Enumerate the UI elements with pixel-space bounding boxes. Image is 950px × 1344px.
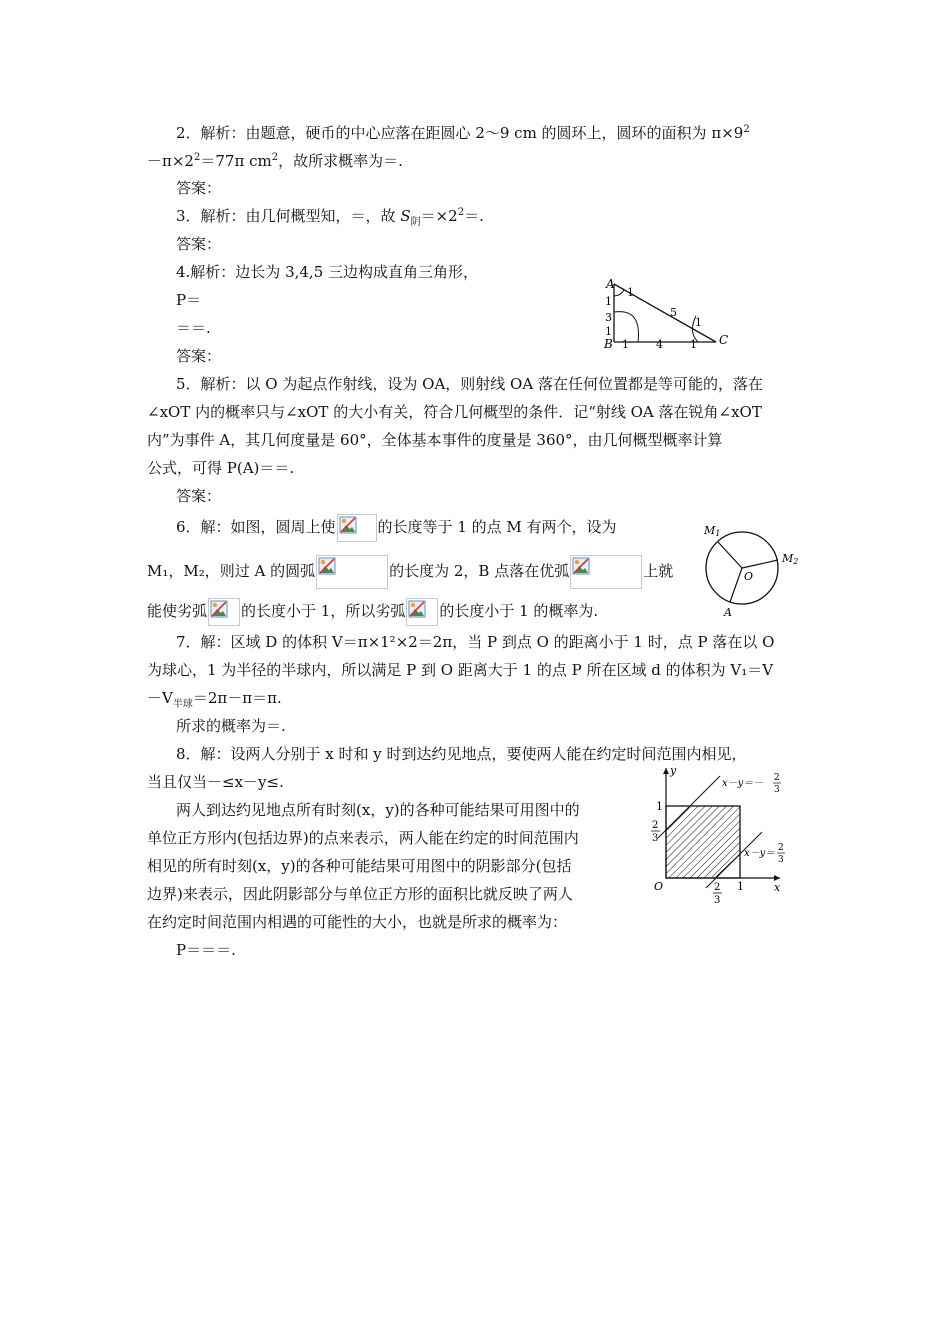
p2-line-2: $-\pi\times 2^2=77\pi$ $cm^2$，故所求概率为＝. bbox=[147, 152, 403, 170]
label-1-base-right: 1 bbox=[690, 338, 697, 351]
p6-line-1: 6．解：如图，圆周上使 的长度等于 1 的点 M 有两个，设为 bbox=[176, 513, 617, 542]
p6-line-3: 能使劣弧 的长度小于 1，所以劣弧 的长度小于 1 的概率为. bbox=[147, 597, 598, 626]
axis-x-label: x bbox=[774, 881, 781, 894]
right-triangle-figure bbox=[600, 276, 730, 352]
label-m2: M2 bbox=[782, 552, 799, 566]
p8-line-7: 在约定时间范围内相遇的可能性的大小，也就是所求的概率为： bbox=[147, 913, 568, 931]
label-1-left-top: 1 bbox=[605, 295, 612, 308]
p4-answer: 答案： bbox=[176, 347, 222, 365]
p8-line-3: 两人到达约见地点所有时刻(x，y)的各种可能结果可用图中的 bbox=[176, 801, 580, 819]
p8-line-6: 边界)来表示，因此阴影部分与单位正方形的面积比就反映了两人 bbox=[147, 885, 573, 903]
broken-image-icon bbox=[570, 555, 642, 589]
label-4-base: 4 bbox=[656, 338, 663, 351]
vertex-a: A bbox=[606, 277, 615, 291]
label-o: O bbox=[744, 570, 754, 583]
label-5-hyp: 5 bbox=[670, 306, 677, 319]
label-1-base-left: 1 bbox=[622, 338, 629, 351]
p8-line-4: 单位正方形内(包括边界)的点来表示，两人能在约定的时间范围内 bbox=[147, 829, 579, 847]
p5-line-2: ∠xOT 内的概率只与∠xOT 的大小有关，符合几何概型的条件．记“射线 OA 落在锐角∠xOT bbox=[147, 403, 762, 421]
p5-answer: 答案： bbox=[176, 487, 222, 505]
line-bottom-frac-den: 3 bbox=[778, 855, 784, 865]
p5-line-3: 内”为事件 A，其几何度量是 60°，全体基本事件的度量是 360°，由几何概型概率计算 bbox=[147, 431, 723, 449]
broken-image-icon bbox=[208, 598, 240, 626]
p3-line-1: 3．解析：由几何概型知，＝，故 $S_阴=\times 2^2=$. bbox=[176, 207, 484, 228]
p5-line-1: 5．解析：以 O 为起点作射线，设为 OA，则射线 OA 落在任何位置都是等可能的，落在 bbox=[176, 375, 763, 393]
x-tick-1: 1 bbox=[737, 880, 744, 893]
label-1-hyp-top: 1 bbox=[627, 286, 634, 299]
label-m1: M1 bbox=[704, 524, 721, 538]
broken-image-icon bbox=[337, 514, 377, 542]
line-top-label: x－y＝－ bbox=[722, 778, 764, 789]
p8-line-2: 当且仅当－≤x－y≤. bbox=[147, 773, 284, 791]
origin-label: O bbox=[654, 880, 664, 893]
broken-image-icon bbox=[316, 555, 388, 589]
p3-answer: 答案： bbox=[176, 235, 222, 253]
line-top-frac-num: 2 bbox=[774, 773, 780, 783]
p2-line-1: 2．解析：由题意，硬币的中心应落在距圆心 2～9 cm 的圆环上，圆环的面积为 $\pi\times 9^2$ bbox=[176, 124, 750, 142]
line-top-frac-den: 3 bbox=[774, 785, 780, 795]
axis-y-label: y bbox=[670, 764, 677, 777]
p5-line-4: 公式，可得 P(A)＝＝. bbox=[147, 459, 295, 477]
vertex-c: C bbox=[719, 333, 729, 347]
p4-line-1: 4.解析：边长为 3,4,5 三边构成直角三角形， bbox=[176, 263, 479, 281]
label-3-left: 3 bbox=[605, 311, 612, 324]
p7-line-3: $-V_{半球}=2\pi-\pi=\pi$. bbox=[147, 689, 282, 710]
vertex-b: B bbox=[604, 337, 613, 351]
p2-answer: 答案： bbox=[176, 179, 222, 197]
line-bottom-frac-num: 2 bbox=[778, 843, 784, 853]
y-tick-two-thirds-den: 3 bbox=[652, 833, 659, 844]
p4-line-3: ＝＝. bbox=[176, 319, 211, 337]
x-tick-two-thirds-num: 2 bbox=[714, 882, 721, 893]
label-1-left-bottom: 1 bbox=[605, 325, 612, 338]
p8-line-5: 相见的所有时刻(x，y)的各种可能结果可用图中的阴影部分(包括 bbox=[147, 857, 572, 875]
label-a: A bbox=[724, 606, 732, 619]
p6-line-2: M₁，M₂，则过 A 的圆弧 的长度为 2，B 点落在优弧 上就 bbox=[147, 555, 673, 589]
unit-square-figure bbox=[648, 764, 788, 904]
circle-figure bbox=[700, 520, 810, 620]
p8-line-8: P＝＝＝. bbox=[176, 941, 236, 959]
p7-line-4: 所求的概率为＝. bbox=[176, 717, 286, 735]
p7-line-2: 为球心，1 为半径的半球内，所以满足 P 到 O 距离大于 1 的点 P 所在区域 d 的体积为 V₁＝V bbox=[147, 661, 774, 679]
p4-line-2: P＝ bbox=[176, 291, 202, 309]
y-tick-1: 1 bbox=[656, 800, 663, 813]
p7-line-1: 7．解：区域 D 的体积 V＝π×1²×2＝2π，当 P 到点 O 的距离小于 1 时，点 P 落在以 O bbox=[176, 633, 775, 651]
p8-line-1: 8．解：设两人分别于 x 时和 y 时到达约见地点，要使两人能在约定时间范围内相见， bbox=[176, 745, 747, 763]
broken-image-icon bbox=[406, 598, 438, 626]
x-tick-two-thirds-den: 3 bbox=[714, 895, 721, 904]
y-tick-two-thirds-num: 2 bbox=[652, 820, 659, 831]
label-1-hyp-bottom: 1 bbox=[695, 316, 702, 329]
line-bottom-label: x－y＝ bbox=[744, 848, 776, 859]
